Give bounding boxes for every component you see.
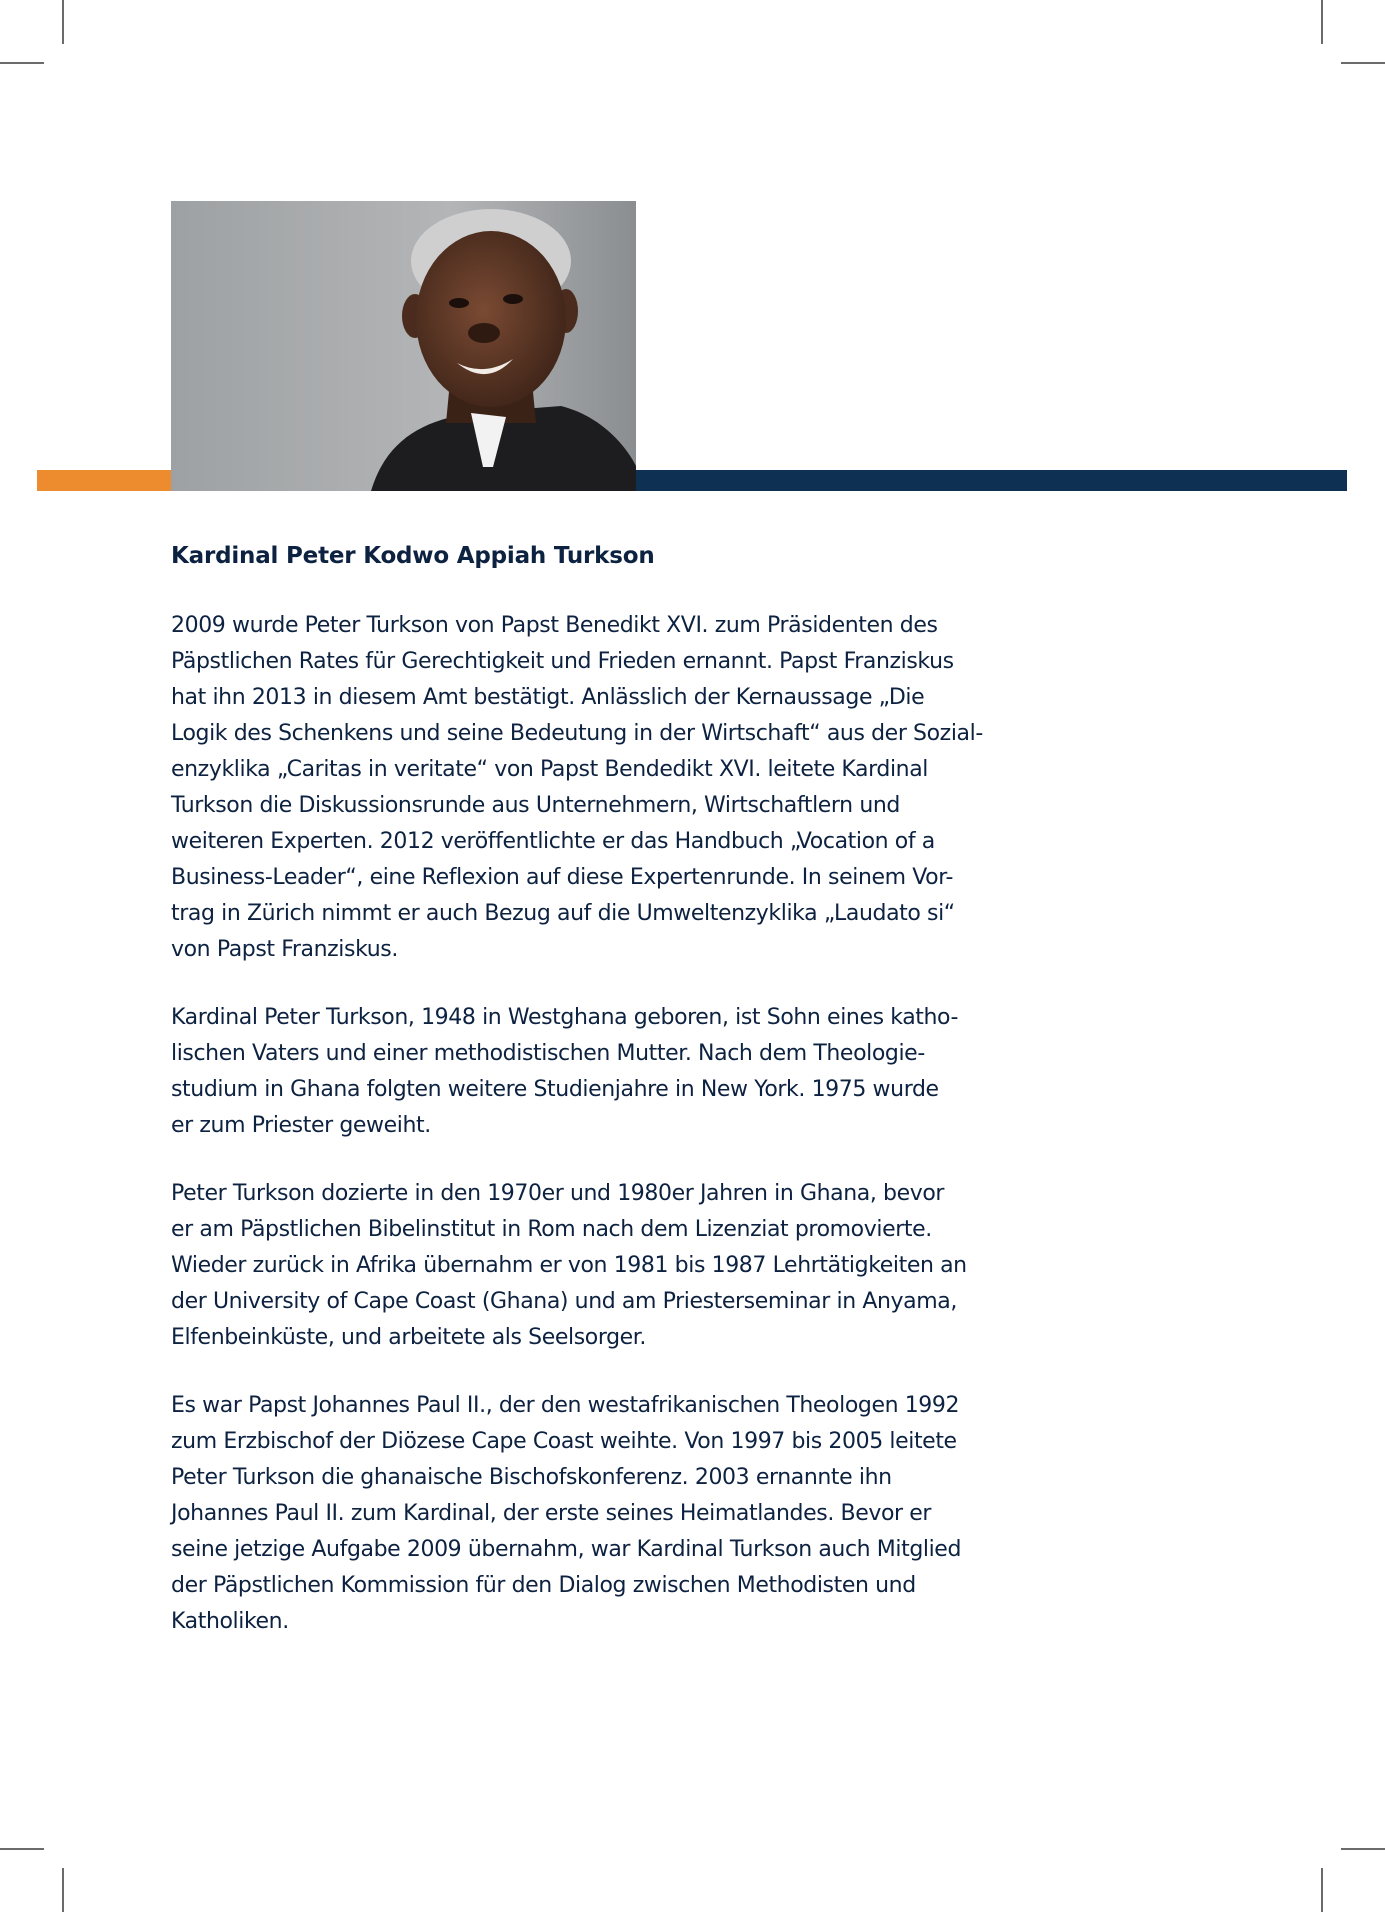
portrait-illustration — [171, 201, 636, 491]
crop-mark-top-right-vertical — [1321, 0, 1323, 44]
paragraph-4: Es war Papst Johannes Paul II., der den westafrikanischen Theologen 1992 zum Erzbischof der Diözese Cape Coast weihte. Von 1997 bis 2005 leitete Peter Turkson die ghanaische Bischofskonferenz. 2003 ernannte ihn Johannes Paul II. zum Kardinal, der erste seines Heimatlandes. Bevor er seine jetzige Aufgabe 2009 übernahm, war Kardinal Turkson auch Mitglied der Päpstlichen Kommission für den Dialog zwischen Methodisten und Katholiken. — [171, 1393, 962, 1634]
portrait-photo — [171, 201, 636, 491]
paragraph-3: Peter Turkson dozierte in den 1970er und 1980er Jahren in Ghana, bevor er am Päpstlichen Bibelinstitut in Rom nach dem Lizenziat promovierte. Wieder zurück in Afrika übernahm er von 1981 bis 1987 Lehrtätigkeiten an der University of Cape Coast (Ghana) und am Priesterseminar in Anyama, Elfenbeinküste, und arbeitete als Seelsorger. — [171, 1181, 967, 1350]
article-heading: Kardinal Peter Kodwo Appiah Turkson — [171, 543, 655, 569]
navy-accent-bar — [636, 470, 1347, 491]
article-body — [171, 536, 991, 1640]
crop-mark-bottom-right-horizontal — [1341, 1848, 1385, 1850]
crop-mark-bottom-right-vertical — [1321, 1868, 1323, 1912]
crop-mark-bottom-left-vertical — [62, 1868, 64, 1912]
crop-mark-top-left-vertical — [62, 0, 64, 44]
crop-mark-top-left-horizontal — [0, 62, 44, 64]
crop-mark-top-right-horizontal — [1341, 62, 1385, 64]
crop-mark-bottom-left-horizontal — [0, 1848, 44, 1850]
paragraph-2: Kardinal Peter Turkson, 1948 in Westghana geboren, ist Sohn eines katho- lischen Vaters und einer methodistischen Mutter. Nach dem Theologie- studium in Ghana folgten weitere Studienjahre in New York. 1975 wurde er zum Priester geweiht. — [171, 1005, 959, 1138]
paragraph-1: 2009 wurde Peter Turkson von Papst Benedikt XVI. zum Präsidenten des Päpstlichen Rates für Gerechtigkeit und Frieden ernannt. Papst Franziskus hat ihn 2013 in diesem Amt bestätigt. Anlässlich der Kernaussage „Die Logik des Schenkens und seine Bedeutung in der Wirtschaft“ aus der Sozial- enzyklika „Caritas in veritate“ von Papst Bendedikt XVI. leitete Kardinal Turkson die Diskussionsrunde aus Unternehmern, Wirtschaftlern und weiteren Experten. 2012 veröffentlichte er das Handbuch „Vocation of a Business-Leader“, eine Reflexion auf diese Expertenrunde. In seinem Vor- trag in Zürich nimmt er auch Bezug auf die Umweltenzyklika „Laudato si“ von Papst Franziskus. — [171, 613, 983, 962]
orange-accent-bar — [37, 470, 171, 491]
